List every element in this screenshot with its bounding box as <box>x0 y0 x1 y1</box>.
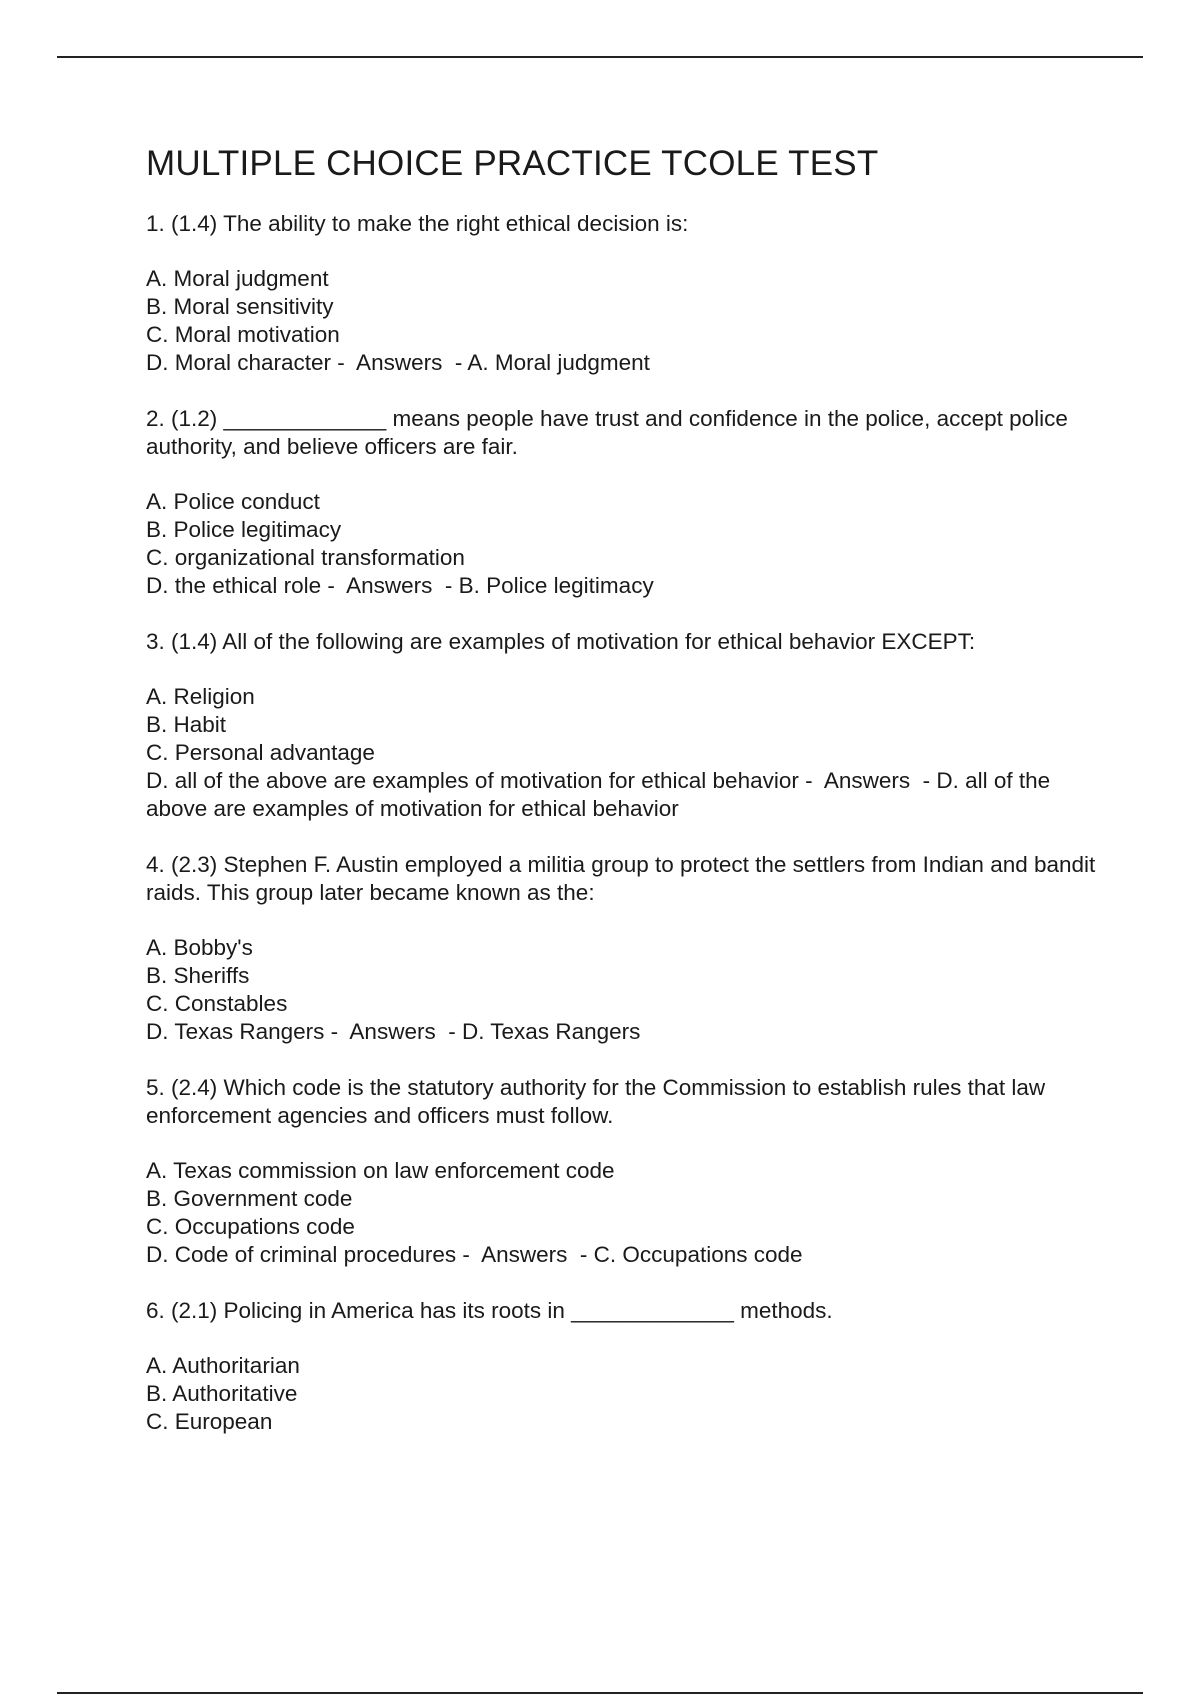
page-title: MULTIPLE CHOICE PRACTICE TCOLE TEST <box>146 144 879 183</box>
answer-option: C. organizational transformation <box>146 545 465 570</box>
answer-options <box>146 265 1106 377</box>
answer-option: A. Authoritarian <box>146 1353 300 1378</box>
question-text: 5. (2.4) Which code is the statutory authority for the Commission to establish rules that law enforcement agencies and officers must follow. <box>146 1075 1052 1128</box>
question-3 <box>146 628 1106 823</box>
question-text: 4. (2.3) Stephen F. Austin employed a militia group to protect the settlers from Indian and bandit raids. This group later became known as the: <box>146 852 1102 905</box>
answer-option: C. Constables <box>146 991 288 1016</box>
answer-option: D. Texas Rangers - Answers - D. Texas Rangers <box>146 1019 641 1044</box>
answer-option: B. Police legitimacy <box>146 517 342 542</box>
answer-options <box>146 683 1106 823</box>
answer-option: C. European <box>146 1409 273 1434</box>
answer-option: D. Code of criminal procedures - Answers - C. Occupations code <box>146 1242 803 1267</box>
answer-option: D. the ethical role - Answers - B. Police legitimacy <box>146 573 654 598</box>
question-text: 6. (2.1) Policing in America has its roots in _____________ methods. <box>146 1298 833 1323</box>
answer-option: B. Authoritative <box>146 1381 298 1406</box>
question-4 <box>146 851 1106 1046</box>
answer-option: A. Bobby's <box>146 935 253 960</box>
page-content <box>146 142 1106 1464</box>
question-1 <box>146 210 1106 377</box>
answer-option: A. Texas commission on law enforcement code <box>146 1158 615 1183</box>
answer-options <box>146 488 1106 600</box>
answer-option: A. Police conduct <box>146 489 320 514</box>
answer-option: B. Sheriffs <box>146 963 250 988</box>
answer-option: A. Religion <box>146 684 255 709</box>
question-text: 3. (1.4) All of the following are examples of motivation for ethical behavior EXCEPT: <box>146 629 976 654</box>
answer-option: C. Moral motivation <box>146 322 340 347</box>
question-5 <box>146 1074 1106 1269</box>
bottom-divider <box>57 1692 1143 1694</box>
answer-option: B. Habit <box>146 712 227 737</box>
answer-option: B. Moral sensitivity <box>146 294 334 319</box>
question-text: 2. (1.2) _____________ means people have trust and confidence in the police, accept police authority, and believe officers are fair. <box>146 406 1075 459</box>
answer-option: C. Occupations code <box>146 1214 355 1239</box>
answer-options <box>146 1352 1106 1436</box>
answer-option: C. Personal advantage <box>146 740 375 765</box>
question-6 <box>146 1297 1106 1436</box>
answer-option: A. Moral judgment <box>146 266 329 291</box>
top-divider <box>57 56 1143 58</box>
question-text: 1. (1.4) The ability to make the right ethical decision is: <box>146 211 689 236</box>
answer-options <box>146 934 1106 1046</box>
answer-options <box>146 1157 1106 1269</box>
answer-option: B. Government code <box>146 1186 353 1211</box>
question-2 <box>146 405 1106 600</box>
answer-option: D. all of the above are examples of motivation for ethical behavior - Answers - D. all of the above are examples of motivation for ethical behavior <box>146 768 1057 821</box>
answer-option: D. Moral character - Answers - A. Moral judgment <box>146 350 650 375</box>
